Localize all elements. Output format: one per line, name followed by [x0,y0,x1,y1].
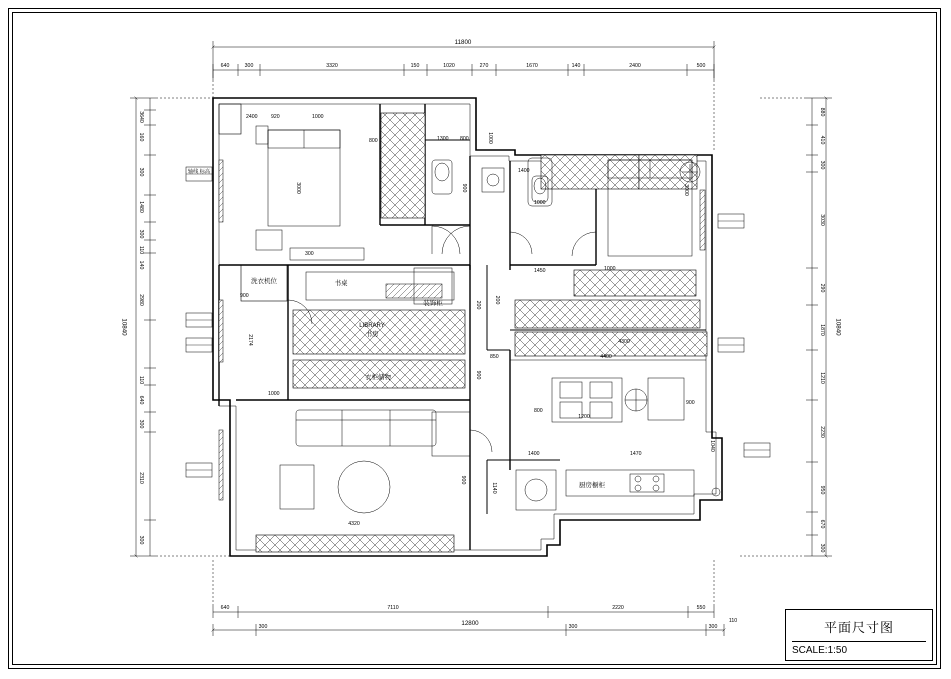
dimension-labels-right [819,108,842,553]
dim-left-8: 2980 [138,294,144,306]
int-dim-11: 1000 [534,200,546,206]
dim-top-2: 300 [244,63,254,69]
dim-top-4: 150 [410,63,420,69]
int-dim-16: 2174 [247,334,253,346]
level-marker-left-1 [186,167,212,181]
dim-left-2: 160 [138,132,144,142]
door-swing-2 [442,226,470,254]
dim-bottom-3: 2220 [612,605,624,611]
int-dim-19: 4300 [618,339,630,345]
int-dim-8: 900 [461,183,467,193]
window-hatch-right-1 [700,190,705,250]
dim-bottom-4: 550 [696,605,706,611]
laundry-machine [516,470,556,510]
dim-left-6: 110 [138,245,144,255]
door-swing-6 [470,430,492,452]
int-dim-9: 1000 [487,132,493,144]
drawing-scale: SCALE:1:50 [792,645,848,656]
nightstand-1 [256,230,282,250]
level-marker-right-2 [718,338,744,352]
dim-right-4: 3030 [819,214,825,226]
int-dim-32: 200 [475,300,481,310]
int-dim-7: 800 [460,136,469,142]
int-dim-2: 920 [271,114,280,120]
dim-bottom-5: 300 [258,624,268,630]
dim-left-5: 300 [138,229,144,239]
level-marker-right-1 [718,214,744,228]
dimension-chain-top [213,41,714,150]
dim-right-3: 300 [819,160,825,170]
title-divider [792,641,926,642]
dim-top-9: 2400 [629,63,641,69]
dim-top-8: 140 [571,63,581,69]
dim-bottom-overall: 12800 [461,620,479,627]
dim-left-1: 3640 [138,111,144,123]
dim-bottom-6: 300 [568,624,578,630]
dining-chair-2 [590,382,612,398]
dim-top-7: 1670 [526,63,538,69]
int-dim-15: 300 [305,251,314,257]
dim-bottom-2: 7110 [387,605,399,611]
nightstand-2 [256,126,268,144]
dim-right-5: 290 [819,283,825,293]
door-swing-5 [572,232,596,256]
wardrobe-hatch-3 [515,300,700,328]
int-dim-1: 2400 [246,114,258,120]
cabinet-dining [648,378,684,420]
dim-left-10: 640 [138,395,144,405]
room-label-wardrobe: 衣柜储物 [365,373,391,381]
dimension-labels-bottom [221,605,738,630]
dining-chair-1 [560,382,582,398]
level-marker-right-3 [744,443,770,457]
window-hatch-bottom [256,535,454,552]
dim-left-9: 110 [138,375,144,385]
wardrobe-hatch-2 [574,270,696,296]
sofa [296,410,436,446]
int-dim-29: 900 [460,475,466,485]
hatched-elements [219,113,707,552]
dining-chair-4 [590,402,612,418]
dim-left-13: 300 [138,535,144,545]
int-dim-25: 1400 [528,451,540,457]
door-swing-4 [510,232,532,254]
dim-bottom-1: 640 [220,605,230,611]
level-marker-left-3 [186,338,212,352]
dim-top-overall: 11800 [454,39,472,46]
dim-left-12: 2310 [138,472,144,484]
wardrobe-hatch-1 [381,113,425,218]
room-label-laundry: 洗衣机位 [251,277,277,285]
sink-basin-1 [487,174,499,186]
int-dim-26: 1470 [630,451,642,457]
washer-drum [525,479,547,501]
dim-right-11: 300 [819,543,825,553]
dim-right-9: 950 [819,485,825,495]
int-dim-17: 900 [240,293,249,299]
dim-top-1: 640 [220,63,230,69]
int-dim-3: 1000 [312,114,324,120]
int-dim-5: 3000 [295,182,301,194]
int-dim-6: 1300 [437,136,449,142]
int-dim-10: 1400 [518,168,530,174]
int-dim-22: 800 [534,408,543,414]
dim-bottom-8: 110 [728,618,738,624]
dim-right-7: 1210 [819,372,825,384]
int-dim-14: 3000 [683,184,689,196]
room-label-library-en: LIBRARY [359,323,385,329]
int-dim-30: 900 [475,370,481,380]
side-table [432,412,470,456]
dim-right-8: 2230 [819,426,825,438]
dim-left-4: 1480 [138,201,144,213]
window-hatch-left-3 [219,430,223,500]
dim-right-1: 880 [819,107,825,117]
level-marker-left-2 [186,313,212,327]
toilet-1 [432,160,452,194]
dim-left-11: 300 [138,419,144,429]
int-dim-31: 200 [494,295,500,305]
room-label-library-cn: 书房 [365,330,379,338]
int-dim-27: 1140 [491,482,497,494]
armchair [280,465,314,509]
dim-right-6: 1870 [819,324,825,336]
dimension-labels-left [121,111,145,544]
dimension-labels-top [221,39,706,69]
int-dim-24: 1040 [709,440,715,452]
dim-top-3: 3320 [326,63,338,69]
int-dim-13: 1000 [604,266,616,272]
dim-left-3: 300 [138,167,144,177]
dim-top-10: 500 [696,63,706,69]
room-label-desk: 书桌 [334,279,348,287]
int-dim-12: 1450 [534,268,546,274]
int-dim-33: 850 [490,354,499,360]
dim-left-7: 140 [138,260,144,270]
int-dim-18: 1000 [268,391,280,397]
wardrobe-hatch-4 [515,332,707,356]
dim-right-overall: 10840 [834,318,842,336]
int-dim-23: 900 [686,400,695,406]
dim-top-6: 270 [479,63,489,69]
dim-bottom-7: 300 [708,624,718,630]
drawing-title: 平面尺寸图 [823,621,894,636]
dim-right-2: 410 [819,135,825,145]
toilet-bowl-1 [435,163,449,181]
door-swing-1 [432,226,460,254]
title-block [785,609,933,661]
level-marker-left-4 [186,463,212,477]
coffee-table-round [338,461,390,513]
int-dim-28: 4320 [348,521,360,527]
wardrobe-hatch-6 [293,310,465,354]
desk-1 [290,248,364,260]
int-dim-20: 4400 [600,354,612,360]
level-marker-text: 轴线 标高 [187,169,211,175]
room-label-kitchen: 厨房橱柜 [579,481,605,489]
int-dim-21: 1200 [578,414,590,420]
room-label-bookshelf: 装饰柜 [423,299,443,307]
dimension-chain-left [130,98,230,556]
dim-left-overall: 10840 [120,318,128,336]
window-hatch-left-1 [219,160,223,222]
int-dim-4: 800 [369,138,378,144]
dim-top-5: 1020 [443,63,455,69]
sink-1 [482,168,504,192]
dim-right-10: 670 [819,519,825,529]
window-hatch-left-2 [219,300,223,362]
